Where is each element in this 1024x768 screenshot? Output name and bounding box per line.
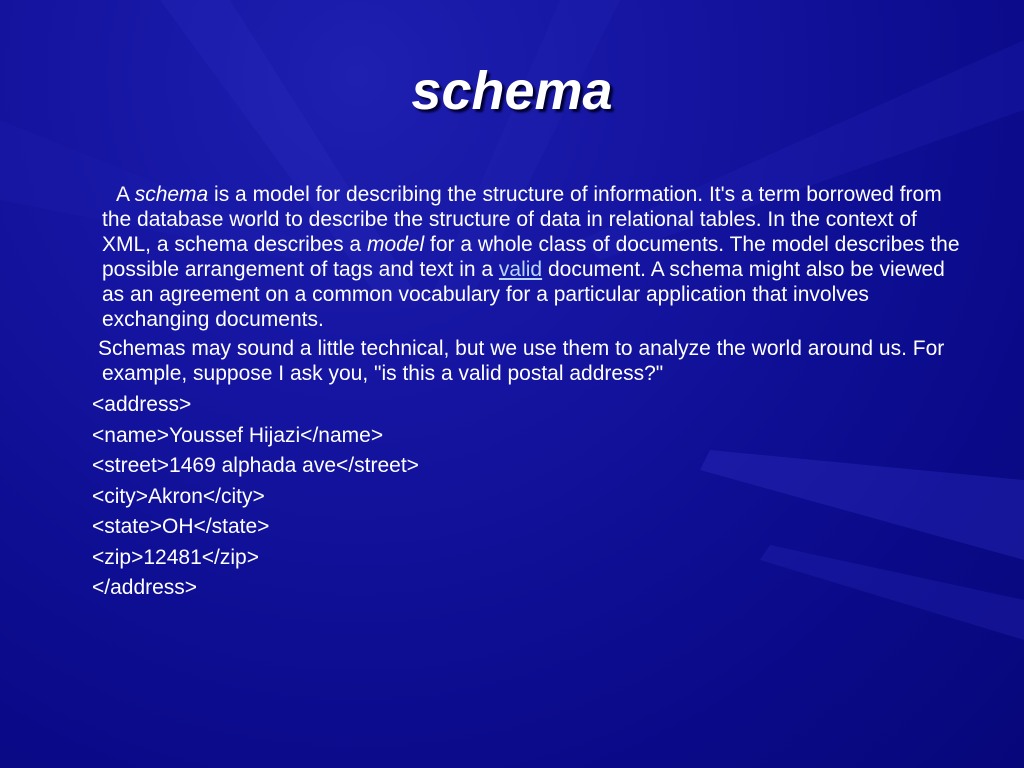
code-line: <zip>12481</zip> <box>92 545 259 569</box>
slide-body <box>84 182 964 604</box>
code-line: <address> <box>92 393 192 416</box>
term-schema: schema <box>134 183 209 206</box>
para1-part3: document. A schema might also be viewed as an agreement on a common vocabulary for a particular application that involves exchanging documents. <box>102 258 945 331</box>
term-model: model <box>366 233 425 256</box>
code-line: <state>OH</state> <box>92 515 270 538</box>
code-line: <name>Youssef Hijazi</name> <box>92 423 384 447</box>
para1-lead: A <box>116 183 135 206</box>
code-line: </address> <box>92 576 198 599</box>
valid-link[interactable]: valid <box>498 258 543 281</box>
para1-part1: is a model for describing the structure of information. It's a term borrowed from the database world to describe the structure of data in relational tables. In the context of XML, a schema describes a <box>102 183 942 256</box>
code-line: <street>1469 alphada ave</street> <box>92 454 419 477</box>
para1-part2: for a whole class of documents. The model describes the possible arrangement of tags and text in a <box>102 233 960 281</box>
code-line: <city>Akron</city> <box>92 484 265 508</box>
paragraph-schema-definition <box>84 182 964 332</box>
paragraph-schemas-example: Schemas may sound a little technical, but we use them to analyze the world around us. For example, suppose I ask you, "is this a valid postal address?" <box>98 337 945 385</box>
slide-title: schema <box>411 61 613 121</box>
code-block <box>84 390 964 604</box>
